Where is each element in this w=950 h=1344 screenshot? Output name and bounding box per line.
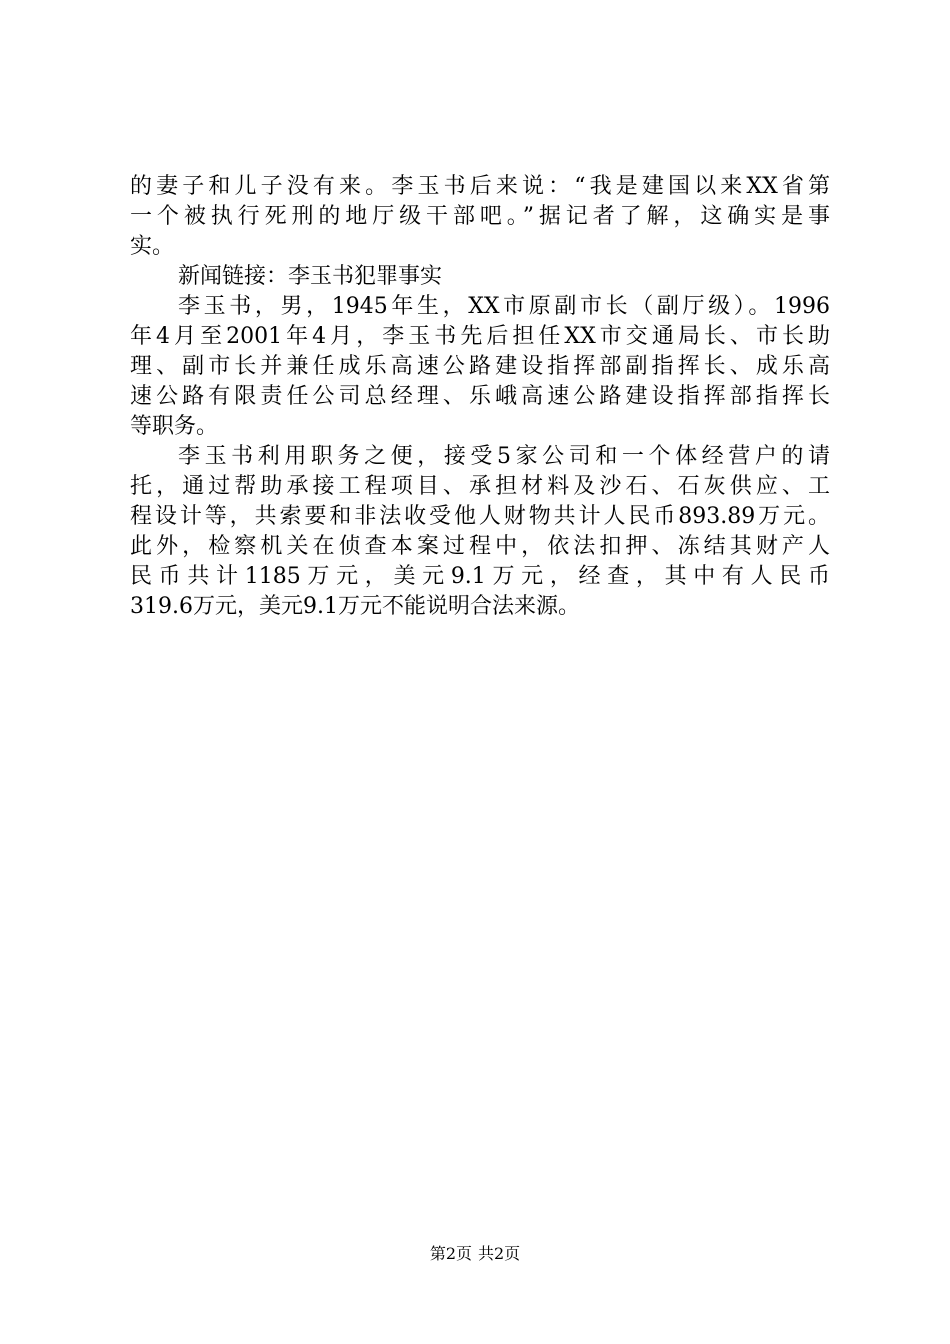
text-line: 民币共计1185万元，美元9.1万元，经查，其中有人民币 xyxy=(130,564,830,589)
text-line: 此外，检察机关在侦查本案过程中，依法扣押、冻结其财产人 xyxy=(130,534,830,559)
text-line: 实。 xyxy=(130,234,175,259)
document-body xyxy=(130,172,830,622)
text-line: 一个被执行死刑的地厅级干部吧。”据记者了解，这确实是事 xyxy=(130,204,830,229)
text-line: 托，通过帮助承接工程项目、承担材料及沙石、石灰供应、工 xyxy=(130,474,830,499)
text-line: 等职务。 xyxy=(130,414,219,439)
page-footer xyxy=(0,1243,950,1265)
text-line: 李玉书，男，1945年生，XX市原副市长（副厅级）。1996 xyxy=(178,294,830,319)
text-line: 程设计等，共索要和非法收受他人财物共计人民币893.89万元。 xyxy=(130,504,830,529)
text-line: 年4月至2001年4月，李玉书先后担任XX市交通局长、市长助 xyxy=(130,324,830,349)
text-line: 李玉书利用职务之便，接受5家公司和一个体经营户的请 xyxy=(178,444,830,469)
text-line: 319.6万元，美元9.1万元不能说明合法来源。 xyxy=(130,594,580,619)
text-line: 的妻子和儿子没有来。李玉书后来说：“我是建国以来XX省第 xyxy=(130,174,830,199)
section-heading: 新闻链接：李玉书犯罪事实 xyxy=(178,264,443,289)
text-line: 速公路有限责任公司总经理、乐峨高速公路建设指挥部指挥长 xyxy=(130,384,830,409)
text-line: 理、副市长并兼任成乐高速公路建设指挥部副指挥长、成乐高 xyxy=(130,354,830,379)
page-number: 第2页 xyxy=(429,1244,472,1263)
page-total: 共2页 xyxy=(478,1244,521,1263)
